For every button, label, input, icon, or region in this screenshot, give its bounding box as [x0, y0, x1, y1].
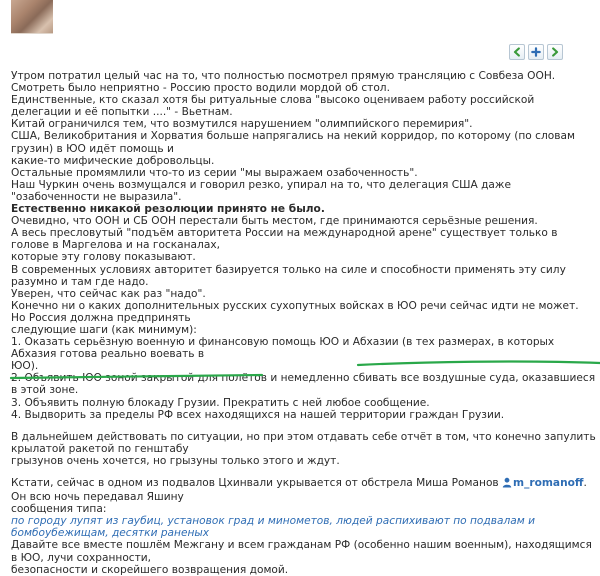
plus-icon [531, 47, 541, 57]
author-avatar[interactable] [11, 0, 53, 34]
text-line: следующие шаги (как минимум): [11, 323, 197, 336]
text-line: Остальные промямлили что-то из серии "мы выражаем озабоченность". [11, 166, 418, 179]
text-line: ЮО). [11, 360, 39, 373]
text-line: А весь пресловутый "подъём авторитета России на международной арене" существует только в голове в Маргелова и на госканалах, [11, 227, 558, 252]
text-line [11, 477, 596, 503]
text-line: Наш Чуркин очень возмущался и говорил резко, упирал на то, что делегация США даже "озабоченности не выразила". [11, 178, 511, 203]
post-body [11, 70, 596, 576]
text-line: Единственные, кто сказал хотя бы ритуальные слова "высоко оцениваем работу российской делегации и её попытки ...." - Вьетнам. [11, 94, 535, 119]
bold-statement: Естественно никакой резолюции принято не было. [11, 203, 325, 216]
text-line: В современных условиях авторитет базируется только на силе и способности применять эту силу разумно и там где надо. [11, 263, 566, 288]
text-line: какие-то мифические добровольцы. [11, 154, 215, 167]
text-line: безопасности и скорейшего возвращения домой. [11, 563, 289, 576]
text-line: Давайте все вместе пошлём Межгану и всем гражданам РФ (особенно нашим военным), находящимся в ЮО, лучи сохранности, [11, 539, 592, 564]
text-line: 3. Объявить полную блокаду Грузии. Прекратить с ней любое сообщение. [11, 396, 430, 409]
text-line: которые эту голову показывают. [11, 251, 196, 264]
previous-post-button[interactable] [509, 44, 525, 60]
user-link[interactable]: m_romanoff [513, 477, 584, 489]
text-fragment: Кстати, сейчас в одном из подвалов Цхинвали укрывается от обстрела Миша Романов [11, 477, 503, 489]
next-post-button[interactable] [547, 44, 563, 60]
post-navigation [509, 44, 563, 60]
text-line: 1. Оказать серьёзную военную и финансовую помощь ЮО и Абхазии (в тех размерах, в которых Абхазия готова реально воевать в [11, 336, 555, 361]
text-line: сообщения типа: [11, 503, 107, 516]
text-line: Утром потратил целый час на то, что полностью посмотрел прямую трансляцию с Совбеза ООН. [11, 70, 556, 82]
text-line: США, Великобритания и Хорватия больше напрягались на некий корридор, по которому (по словам грузин) в ЮО идёт помощь и [11, 130, 575, 155]
highlighted-line: В дальнейшем действовать по ситуации, но при этом отдавать себе отчёт в том, что конечно запулить крылатой ракетой по генштабу [11, 430, 596, 455]
highlighted-line: грызунов очень хочется, но грызуны только этого и ждут. [11, 454, 340, 467]
text-line: 2. Объявить ЮО зоной закрытой для полётов и немедленно сбивать все воздушные суда, оказавшиеся в этой зоне. [11, 372, 596, 397]
chevron-left-icon [512, 47, 522, 57]
user-icon[interactable] [502, 477, 512, 491]
text-line: Китай ограничился тем, что возмутился нарушением "олимпийского перемирия". [11, 118, 473, 131]
chevron-right-icon [550, 47, 560, 57]
add-button[interactable] [528, 44, 544, 60]
text-line: Смотреть было неприятно - Россию просто водили мордой об стол. [11, 82, 390, 95]
text-line: Уверен, что сейчас как раз "надо". [11, 287, 206, 300]
text-line: 4. Выдворить за пределы РФ всех находящихся на нашей территории граждан Грузии. [11, 408, 505, 421]
quoted-message: по городу лупят из гаубиц, установок град и минометов, людей распихивают по подвалам и бомбоубежищам, десятки раненых [11, 515, 535, 540]
text-line: Конечно ни о каких дополнительных русских сухопутных войсках в ЮО речи сейчас идти не может. Но Россия должна предпринять [11, 299, 579, 324]
text-line: Очевидно, что ООН и СБ ООН перестали быть местом, где принимаются серьёзные решения. [11, 215, 538, 228]
text-fragment: . Он всю ночь передавал Яшину [11, 477, 587, 504]
